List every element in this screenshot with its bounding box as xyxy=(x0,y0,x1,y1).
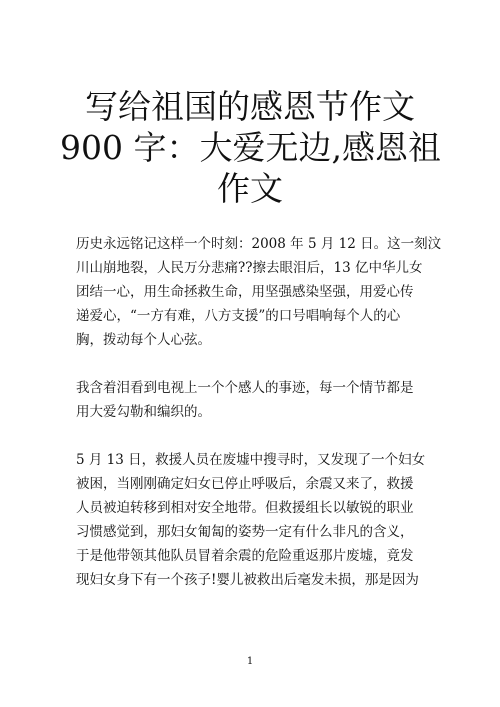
text-line: 于是他带领其他队员冒着余震的危险重返那片废墟，竟发 xyxy=(76,548,414,564)
paragraph-2 xyxy=(76,376,436,424)
text-line: 历史永远铭记这样一个时刻：2008 年 5 月 12 日。这一刻汶 xyxy=(76,236,442,252)
text-line: 现妇女身下有一个孩子!婴儿被救出后毫发未损，那是因为 xyxy=(76,572,419,588)
document-title xyxy=(60,86,440,209)
text-line: 川山崩地裂，人民万分悲痛??擦去眼泪后，13 亿中华儿女 xyxy=(76,260,423,276)
title-line: 写给祖国的感恩节作文 xyxy=(85,87,415,126)
text-line: 我含着泪看到电视上一个个感人的事迹，每一个情节都是 xyxy=(76,380,414,396)
document-body xyxy=(76,232,442,616)
text-line: 递爱心，“一方有难，八方支援”的口号唱响每个人的心 xyxy=(76,308,401,324)
text-line: 习惯感觉到，那妇女匍匐的姿势一定有什么非凡的含义， xyxy=(76,524,414,540)
text-line: 人员被迫转移到相对安全地带。但救援组长以敏锐的职业 xyxy=(76,500,414,516)
paragraph-3 xyxy=(76,448,436,592)
page-number: 1 xyxy=(246,656,254,667)
text-line: 团结一心，用生命拯救生命，用坚强感染坚强，用爱心传 xyxy=(76,284,414,300)
title-line: 作文 xyxy=(217,169,283,208)
text-line: 被困，当刚刚确定妇女已停止呼吸后，余震又来了，救援 xyxy=(76,476,414,492)
paragraph-1 xyxy=(76,232,442,352)
text-line: 胸，拨动每个人心弦。 xyxy=(76,332,211,348)
text-line: 5 月 13 日，救援人员在废墟中搜寻时，又发现了一个妇女 xyxy=(76,452,426,468)
title-line: 900 字：大爱无边,感恩祖 xyxy=(60,128,441,167)
text-line: 用大爱勾勒和编织的。 xyxy=(76,404,211,420)
